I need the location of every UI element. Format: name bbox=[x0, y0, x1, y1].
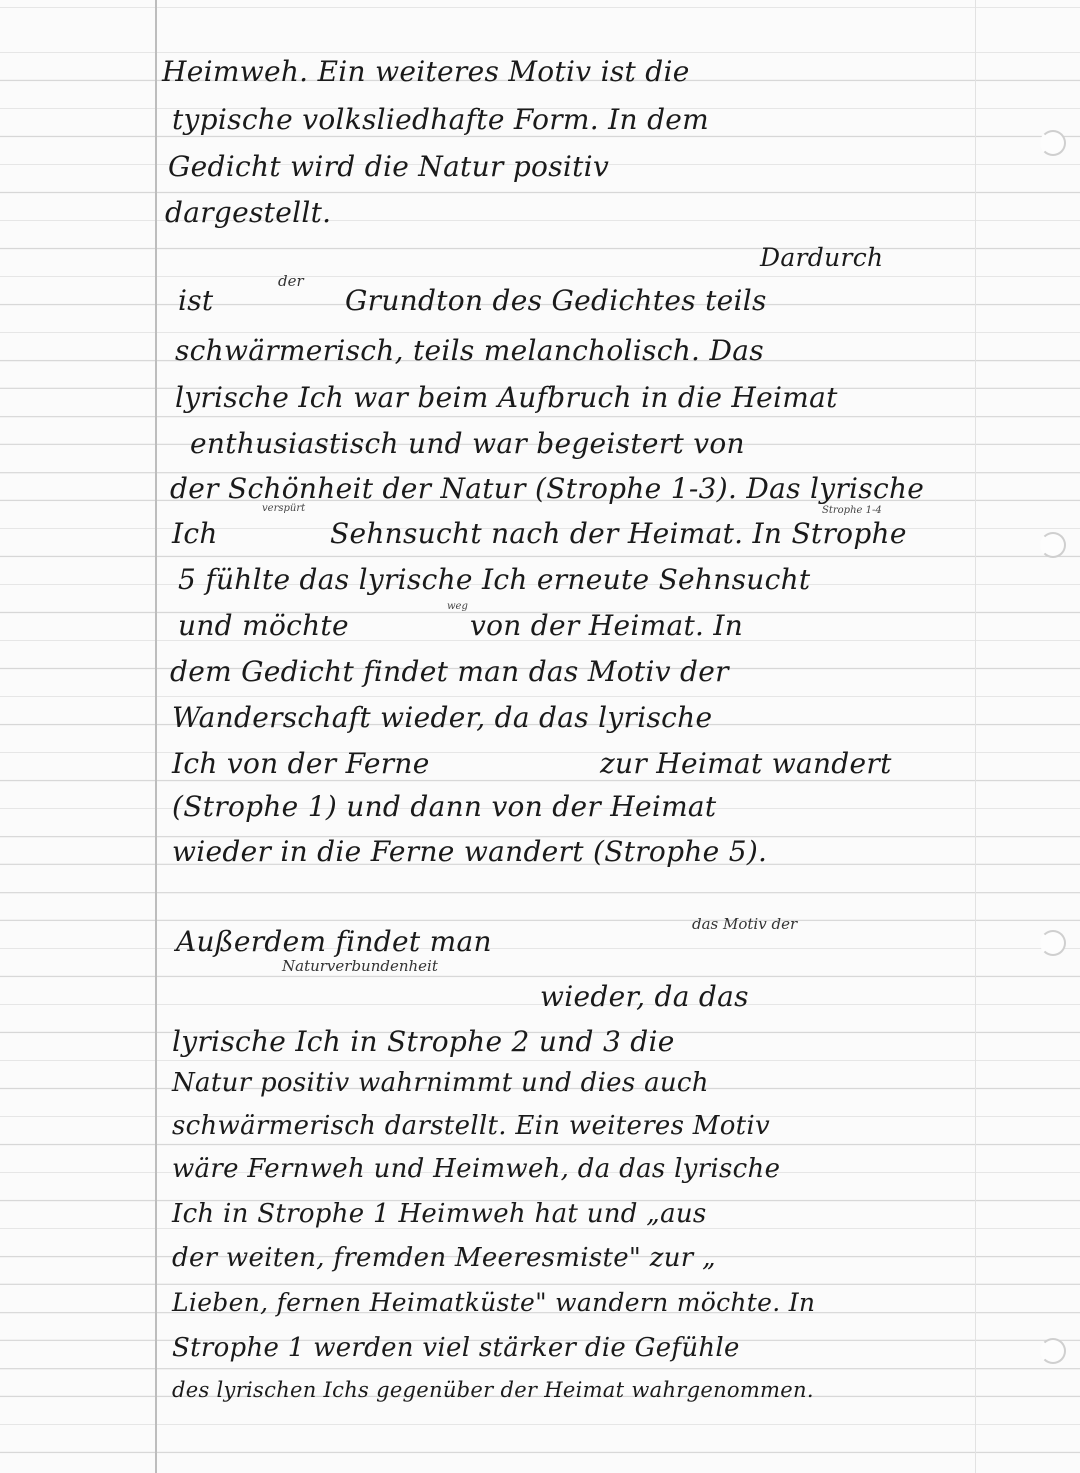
text-line: wäre Fernweh und Heimweh, da das lyrische bbox=[172, 1154, 781, 1184]
text-line: wieder, da das bbox=[540, 980, 749, 1013]
text-line: Strophe 1 werden viel stärker die Gefühle bbox=[172, 1333, 740, 1363]
inserted-phrase: das Motiv der bbox=[692, 915, 798, 933]
text-line: lyrische Ich in Strophe 2 und 3 die bbox=[172, 1025, 675, 1058]
text-line: der Schönheit der Natur (Strophe 1-3). Das lyrische bbox=[170, 472, 925, 505]
inserted-word: weg bbox=[447, 601, 468, 612]
text-line: enthusiastisch und war begeistert von bbox=[190, 427, 745, 460]
text-line: Ich bbox=[172, 517, 218, 550]
text-line: Wanderschaft wieder, da das lyrische bbox=[172, 701, 713, 734]
text-line: und möchte bbox=[178, 609, 349, 642]
text-line: Sehnsucht nach der Heimat. In Strophe bbox=[330, 517, 907, 550]
inserted-word: der bbox=[278, 272, 304, 290]
text-line: dem Gedicht findet man das Motiv der bbox=[170, 655, 729, 688]
text-line: typische volksliedhafte Form. In dem bbox=[172, 103, 710, 136]
text-line: Ich in Strophe 1 Heimweh hat und „aus bbox=[172, 1199, 707, 1229]
text-line: von der Heimat. In bbox=[470, 609, 744, 642]
text-line: schwärmerisch, teils melancholisch. Das bbox=[175, 334, 764, 367]
text-line: des lyrischen Ichs gegenüber der Heimat wahrgenommen. bbox=[172, 1378, 814, 1402]
text-line: Grundton des Gedichtes teils bbox=[345, 284, 767, 317]
text-line: schwärmerisch darstellt. Ein weiteres Motiv bbox=[172, 1111, 771, 1141]
text-line: Gedicht wird die Natur positiv bbox=[168, 150, 610, 183]
inserted-phrase: Naturverbundenheit bbox=[282, 957, 438, 975]
inserted-word: Strophe 1-4 bbox=[822, 505, 882, 516]
text-line: Außerdem findet man bbox=[176, 925, 492, 958]
text-line: (Strophe 1) und dann von der Heimat bbox=[172, 790, 717, 823]
text-line: Dardurch bbox=[760, 243, 884, 272]
text-line: Ich von der Ferne bbox=[172, 747, 430, 780]
inserted-word: verspürt bbox=[262, 503, 306, 514]
text-line: Heimweh. Ein weiteres Motiv ist die bbox=[162, 55, 690, 88]
text-line: 5 fühlte das lyrische Ich erneute Sehnsucht bbox=[178, 563, 811, 596]
text-line: Lieben, fernen Heimatküste" wandern möchte. In bbox=[172, 1288, 816, 1317]
text-line: ist bbox=[178, 284, 214, 317]
text-line: lyrische Ich war beim Aufbruch in die Heimat bbox=[175, 381, 838, 414]
text-line: wieder in die Ferne wandert (Strophe 5). bbox=[172, 835, 768, 868]
text-line: zur Heimat wandert bbox=[600, 747, 892, 780]
text-line: der weiten, fremden Meeresmiste" zur „ bbox=[172, 1243, 716, 1273]
text-line: Natur positiv wahrnimmt und dies auch bbox=[172, 1068, 709, 1098]
text-line: dargestellt. bbox=[165, 196, 332, 229]
